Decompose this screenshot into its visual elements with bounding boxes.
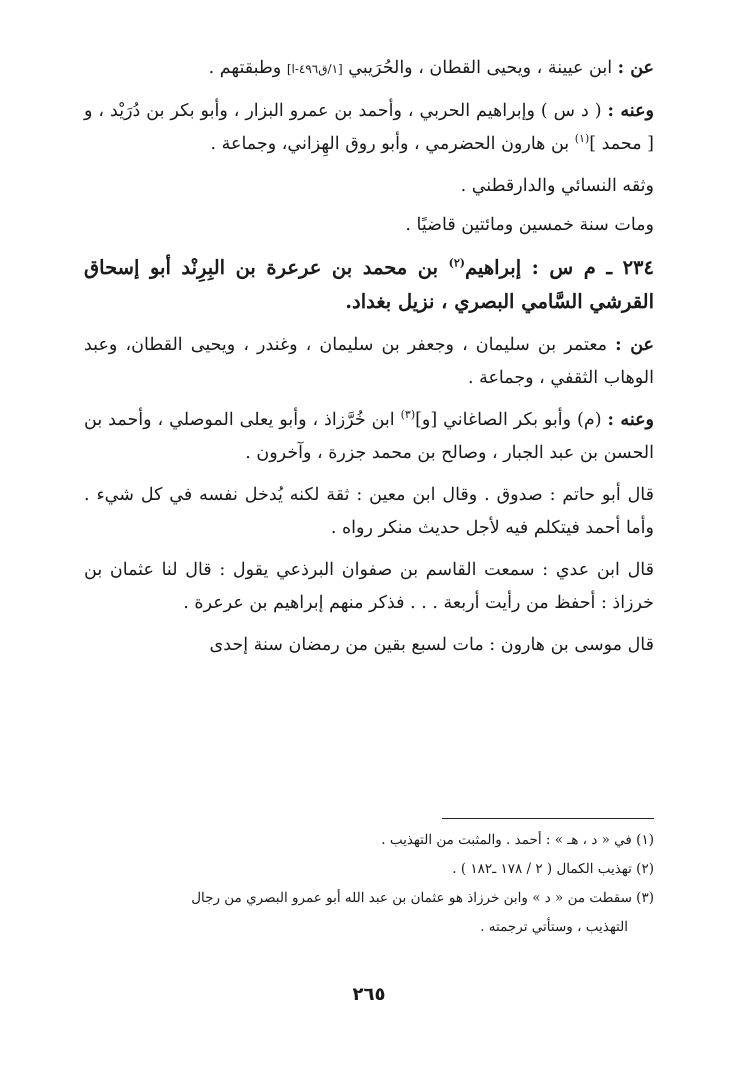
biography-heading <box>84 251 654 319</box>
paragraph-text: ( د س ) وإبراهيم الحربي ، وأحمد بن عمرو البزار ، وأبو بكر بن دُرَيْد ، و [ محمد ] <box>84 100 654 154</box>
narrators-to-paragraph <box>84 404 654 471</box>
footnote-number: (٢) <box>636 861 654 877</box>
footnote-marker: (٢) <box>448 256 465 269</box>
footnote-marker: (٣) <box>400 407 416 421</box>
subject-name: إبراهيم <box>464 255 532 279</box>
narrators-to-paragraph <box>84 95 654 162</box>
footnote-text: سقطت من « د » وابن خرزاذ هو عثمان بن عبد الله أبو عمرو البصري من رجال <box>191 890 637 906</box>
paragraph-text: قال ابن عدي : سمعت القاسم بن صفوان البرذعي يقول : قال لنا عثمان بن خرزاذ : أحفظ من رأيت أربعة . . . فذكر منهم إبراهيم بن عرعرة . <box>84 559 654 613</box>
main-text <box>84 52 654 670</box>
paragraph-text: قال أبو حاتم : صدوق . وقال ابن معين : ثقة لكنه يُدخل نفسه في كل شيء . وأما أحمد فيتكلم فيه لأجل حديث منكر رواه . <box>84 484 654 538</box>
from-label: عن : <box>617 58 654 78</box>
footnote-marker: (١) <box>574 132 590 146</box>
footnote-continuation: التهذيب ، وستأتي ترجمته . <box>480 919 628 935</box>
page-number: ٢٦٥ <box>352 984 386 1005</box>
book-symbols: م س : <box>531 255 607 279</box>
paragraph-text: ومات سنة خمسين ومائتين قاضيًا . <box>405 215 654 235</box>
death-paragraph <box>84 209 654 243</box>
musa-paragraph <box>84 629 654 663</box>
footnote-item <box>84 855 654 884</box>
paragraph-tail: وطبقتهم . <box>208 58 287 78</box>
footnote-text: تهذيب الكمال ( ٢ / ١٧٨ ـ١٨٢ ) . <box>452 861 637 877</box>
footnote-divider <box>442 818 654 819</box>
paragraph-text: معتمر بن سليمان ، وجعفر بن سليمان ، وغندر ، ويحيى القطان، وعبد الوهاب الثقفي ، وجماعة . <box>84 334 654 388</box>
reliability-paragraph <box>84 170 654 204</box>
footnote-item <box>84 826 654 855</box>
to-label: وعنه : <box>607 409 654 430</box>
footnote-text: في « د ، هـ » : أحمد . والمثبت من التهذيب . <box>381 832 637 848</box>
ibn-adi-paragraph <box>84 554 654 621</box>
paragraph-tail: بن هارون الحضرمي ، وأبو روق الهِزاني، وجماعة . <box>210 134 575 154</box>
entry-number: ٢٣٤ ـ <box>606 255 654 279</box>
paragraph-tail: ابن خُرَّزاذ ، وأبو يعلى الموصلي ، وأحمد بن الحسن بن عبد الجبار ، وصالح بن محمد جزرة ، وآخرون . <box>84 409 654 463</box>
abu-hatim-paragraph <box>84 479 654 546</box>
footnote-number: (٣) <box>636 890 654 906</box>
heading-rest: بن محمد بن عرعرة بن البِرِنْد أبو إسحاق القرشي السَّامي البصري ، نزيل بغداد. <box>84 255 654 313</box>
paragraph-text: وثقه النسائي والدارقطني . <box>460 175 654 196</box>
paragraph-text: (م) وأبو بكر الصاغاني [و] <box>415 409 608 430</box>
narrators-from-paragraph <box>84 52 654 87</box>
narrators-from-paragraph <box>84 329 654 396</box>
paragraph-text: قال موسى بن هارون : مات لسبع بقين من رمضان سنة إحدى <box>209 634 654 655</box>
footnote-number: (١) <box>636 832 654 848</box>
footnote-item <box>84 884 654 942</box>
manuscript-reference: [١/ق٤٩٦-ا] <box>286 62 343 76</box>
from-label: عن : <box>615 334 654 355</box>
paragraph-text: ابن عيينة ، ويحيى القطان ، والحُرَيبي <box>342 58 618 78</box>
to-label: وعنه : <box>607 100 654 121</box>
footnotes <box>84 826 654 942</box>
